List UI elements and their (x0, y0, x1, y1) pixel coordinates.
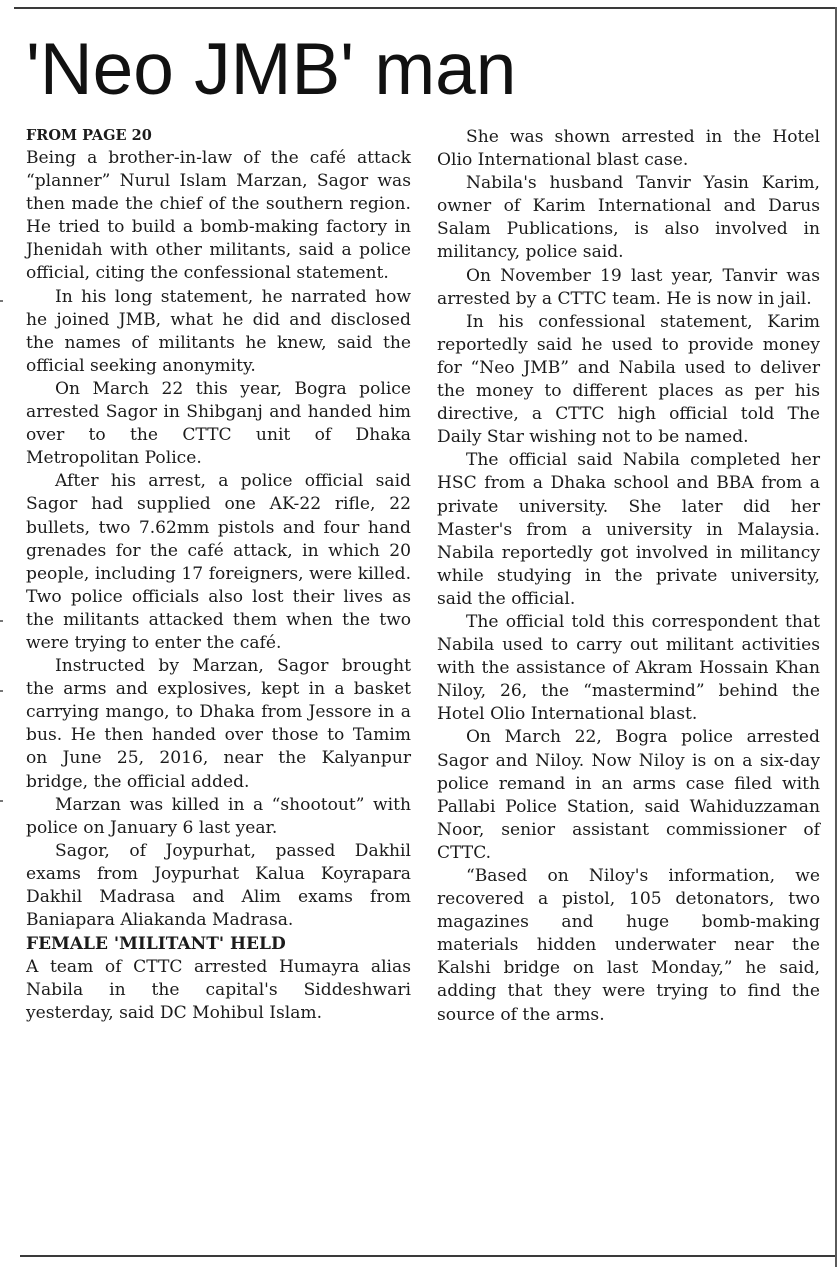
headline: 'Neo JMB' man (26, 29, 517, 110)
paragraph: A team of CTTC arrested Humayra alias Nabila in the capital's Siddeshwari yesterday, said DC Mohibul Islam. (26, 957, 411, 1024)
paragraph: After his arrest, a police official said Sagor had supplied one AK-22 rifle, 22 bullets, two 7.62mm pistols and four hand grenades for the café attack, in which 20 people, including 17 foreigners, were killed. Two police officials also lost their lives as the militants attacked them when the two were trying to enter the café. (26, 471, 411, 653)
edge-mark (0, 300, 3, 302)
paragraph: On March 22 this year, Bogra police arrested Sagor in Shibganj and handed him over to the CTTC unit of Dhaka Metropolitan Police. (26, 378, 411, 469)
paragraph: She was shown arrested in the Hotel Olio International blast case. (437, 127, 820, 171)
paragraph: Nabila's husband Tanvir Yasin Karim, owner of Karim International and Darus Salam Publications, is also involved in militancy, police said. (437, 173, 820, 263)
paragraph: Being a brother-in-law of the café attack “planner” Nurul Islam Marzan, Sagor was then made the chief of the southern region. He tried to build a bomb-making factory in Jhenidah with other militants, said a police official, citing the confessional statement. (26, 148, 411, 284)
left-column (26, 126, 411, 1025)
paragraph: The official said Nabila completed her HSC from a Dhaka school and BBA from a private university. She later did her Master's from a university in Malaysia. Nabila reportedly got involved in militancy while studying in the private university, said the official. (437, 450, 820, 609)
jump-line: FROM PAGE 20 (26, 127, 152, 144)
paragraph: On November 19 last year, Tanvir was arrested by a CTTC team. He is now in jail. (437, 265, 820, 309)
top-rule (14, 7, 835, 9)
bottom-rule (20, 1255, 835, 1257)
paragraph: In his long statement, he narrated how he joined JMB, what he did and disclosed the names of militants he knew, said the official seeking anonymity. (26, 286, 411, 376)
edge-mark (0, 690, 3, 692)
paragraph: “Based on Niloy's information, we recovered a pistol, 105 detonators, two magazines and huge bomb-making materials hidden underwater near the Kalshi bridge on last Monday,” he said, adding that they were trying to find the source of the arms. (437, 866, 820, 1025)
edge-mark (0, 800, 3, 802)
edge-mark (0, 620, 3, 622)
paragraph: The official told this correspondent that Nabila used to carry out militant activities with the assistance of Akram Hossain Khan Niloy, 26, the “mastermind” behind the Hotel Olio International blast. (437, 611, 820, 725)
paragraph: Instructed by Marzan, Sagor brought the arms and explosives, kept in a basket carrying mango, to Dhaka from Jessore in a bus. He then handed over those to Tamim on June 25, 2016, near the Kalyanpur bridge, the official added. (26, 656, 411, 792)
right-column (437, 126, 820, 1027)
paragraph: In his confessional statement, Karim reportedly said he used to provide money for “Neo JMB” and Nabila used to deliver the money to different places as per his directive, a CTTC high official told The Daily Star wishing not to be named. (437, 311, 820, 448)
subhead: FEMALE 'MILITANT' HELD (26, 934, 286, 955)
paragraph: On March 22, Bogra police arrested Sagor and Niloy. Now Niloy is on a six-day police remand in an arms case filed with Pallabi Police Station, said Wahiduzzaman Noor, senior assistant commissioner of CTTC. (437, 727, 820, 863)
paragraph: Sagor, of Joypurhat, passed Dakhil exams from Joypurhat Kalua Koyrapara Dakhil Madrasa and Alim exams from Baniapara Aliakanda Madrasa. (26, 840, 411, 931)
paragraph: Marzan was killed in a “shootout” with police on January 6 last year. (26, 794, 411, 838)
